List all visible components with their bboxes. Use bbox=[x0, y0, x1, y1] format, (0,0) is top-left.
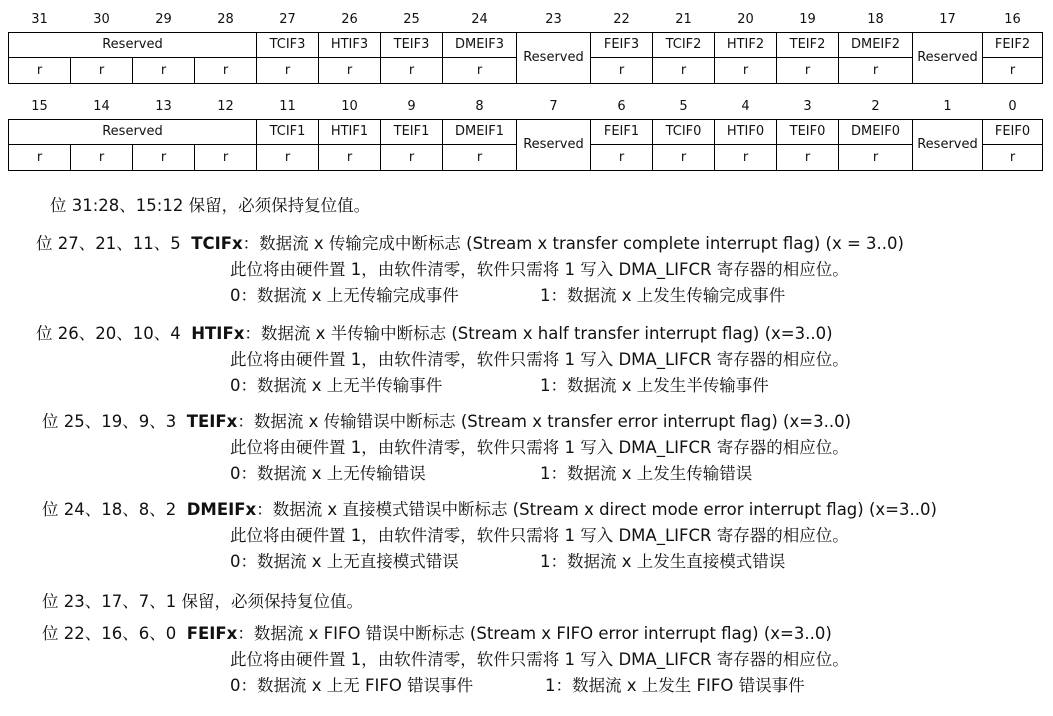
option-0: 0：数据流 x 上无半传输事件 bbox=[230, 376, 443, 395]
access-cell: r bbox=[319, 145, 381, 171]
field-dmeif1: DMEIF1 bbox=[443, 120, 517, 145]
field-title: ：数据流 x 传输完成中断标志 (Stream x transfer complete interrupt flag) (x = 3..0) bbox=[242, 234, 904, 253]
field-dmeif3: DMEIF3 bbox=[443, 33, 517, 58]
reserved-field: Reserved bbox=[9, 120, 257, 145]
access-cell: r bbox=[777, 58, 839, 84]
field-name-row bbox=[9, 120, 1043, 145]
access-cell: r bbox=[715, 58, 777, 84]
access-cell: r bbox=[381, 145, 443, 171]
bit-number: 10 bbox=[341, 99, 358, 114]
bit-number: 4 bbox=[741, 99, 750, 114]
option-1: 1：数据流 x 上发生传输错误 bbox=[540, 464, 753, 483]
access-cell: r bbox=[257, 145, 319, 171]
field-label: TCIFx bbox=[191, 234, 243, 253]
field-htif1: HTIF1 bbox=[319, 120, 381, 145]
bit-number: 24 bbox=[471, 12, 488, 27]
field-tcif3: TCIF3 bbox=[257, 33, 319, 58]
bit-number: 18 bbox=[867, 12, 884, 27]
access-cell: r bbox=[443, 145, 517, 171]
access-cell: r bbox=[591, 145, 653, 171]
field-title: ：数据流 x 传输错误中断标志 (Stream x transfer error interrupt flag) (x=3..0) bbox=[237, 412, 852, 431]
option-0: 0：数据流 x 上无传输完成事件 bbox=[230, 286, 459, 305]
field-label: HTIFx bbox=[191, 324, 245, 343]
field-dmeif0: DMEIF0 bbox=[839, 120, 913, 145]
bit-number: 21 bbox=[675, 12, 692, 27]
access-cell: r bbox=[257, 58, 319, 84]
bit-range: 位 22、16、6、0 bbox=[42, 624, 177, 643]
field-title: ：数据流 x 半传输中断标志 (Stream x half transfer interrupt flag) (x=3..0) bbox=[244, 324, 833, 343]
access-cell: r bbox=[715, 145, 777, 171]
access-cell: r bbox=[9, 145, 71, 171]
reserved-single-description: 位 23、17、7、1 保留，必须保持复位值。 bbox=[42, 592, 363, 611]
field-teif2: TEIF2 bbox=[777, 33, 839, 58]
field-body: 此位将由硬件置 1，由软件清零，软件只需将 1 写入 DMA_LIFCR 寄存器的相应位。 bbox=[230, 260, 849, 279]
bit-number: 22 bbox=[613, 12, 630, 27]
bit-number: 11 bbox=[279, 99, 296, 114]
section-heading bbox=[36, 234, 904, 254]
bit-number: 20 bbox=[737, 12, 754, 27]
option-0: 0：数据流 x 上无传输错误 bbox=[230, 464, 426, 483]
bit-number: 3 bbox=[803, 99, 812, 114]
bit-number: 1 bbox=[943, 99, 952, 114]
access-cell: r bbox=[983, 145, 1043, 171]
access-cell: r bbox=[195, 145, 257, 171]
section-heading bbox=[42, 412, 851, 432]
field-htif0: HTIF0 bbox=[715, 120, 777, 145]
reserved-upper-description: 位 31:28、15:12 保留，必须保持复位值。 bbox=[50, 196, 371, 215]
bit-number: 19 bbox=[799, 12, 816, 27]
field-feif3: FEIF3 bbox=[591, 33, 653, 58]
bit-range: 位 26、20、10、4 bbox=[36, 324, 181, 343]
bit-number: 6 bbox=[617, 99, 626, 114]
access-cell: r bbox=[71, 145, 133, 171]
option-1: 1：数据流 x 上发生 FIFO 错误事件 bbox=[545, 676, 805, 695]
field-teif3: TEIF3 bbox=[381, 33, 443, 58]
access-cell: r bbox=[71, 58, 133, 84]
reserved-field-bit17: Reserved bbox=[913, 33, 983, 84]
bit-range: 位 25、19、9、3 bbox=[42, 412, 177, 431]
access-cell: r bbox=[9, 58, 71, 84]
reserved-field-bit23: Reserved bbox=[517, 33, 591, 84]
field-body: 此位将由硬件置 1，由软件清零，软件只需将 1 写入 DMA_LIFCR 寄存器的相应位。 bbox=[230, 350, 849, 369]
reserved-field-bit1: Reserved bbox=[913, 120, 983, 171]
option-1: 1：数据流 x 上发生传输完成事件 bbox=[540, 286, 786, 305]
access-cell: r bbox=[983, 58, 1043, 84]
bit-range: 位 27、21、11、5 bbox=[36, 234, 181, 253]
bit-number: 27 bbox=[279, 12, 296, 27]
bit-number: 9 bbox=[407, 99, 416, 114]
bit-number: 5 bbox=[679, 99, 688, 114]
bit-number: 16 bbox=[1004, 12, 1021, 27]
bit-number: 8 bbox=[475, 99, 484, 114]
bit-range: 位 24、18、8、2 bbox=[42, 500, 177, 519]
bit-number: 29 bbox=[155, 12, 172, 27]
bit-number: 7 bbox=[549, 99, 558, 114]
field-teif0: TEIF0 bbox=[777, 120, 839, 145]
access-cell: r bbox=[839, 145, 913, 171]
field-tcif1: TCIF1 bbox=[257, 120, 319, 145]
bit-number: 14 bbox=[93, 99, 110, 114]
access-cell: r bbox=[777, 145, 839, 171]
field-teif1: TEIF1 bbox=[381, 120, 443, 145]
bit-number: 2 bbox=[871, 99, 880, 114]
access-cell: r bbox=[133, 58, 195, 84]
access-cell: r bbox=[443, 58, 517, 84]
register-table-low bbox=[8, 95, 1043, 171]
field-feif1: FEIF1 bbox=[591, 120, 653, 145]
reserved-field: Reserved bbox=[9, 33, 257, 58]
bit-number: 17 bbox=[939, 12, 956, 27]
field-body: 此位将由硬件置 1，由软件清零，软件只需将 1 写入 DMA_LIFCR 寄存器的相应位。 bbox=[230, 650, 849, 669]
field-tcif0: TCIF0 bbox=[653, 120, 715, 145]
bit-number-row bbox=[9, 95, 1043, 120]
access-cell: r bbox=[319, 58, 381, 84]
field-feif0: FEIF0 bbox=[983, 120, 1043, 145]
bit-number: 0 bbox=[1008, 99, 1017, 114]
field-title: ：数据流 x 直接模式错误中断标志 (Stream x direct mode error interrupt flag) (x=3..0) bbox=[256, 500, 937, 519]
access-cell: r bbox=[653, 145, 715, 171]
bit-number: 31 bbox=[31, 12, 48, 27]
option-0: 0：数据流 x 上无 FIFO 错误事件 bbox=[230, 676, 474, 695]
bit-number: 13 bbox=[155, 99, 172, 114]
field-body: 此位将由硬件置 1，由软件清零，软件只需将 1 写入 DMA_LIFCR 寄存器的相应位。 bbox=[230, 438, 849, 457]
field-dmeif2: DMEIF2 bbox=[839, 33, 913, 58]
section-heading bbox=[42, 500, 937, 520]
field-label: DMEIFx bbox=[186, 500, 257, 519]
field-body: 此位将由硬件置 1，由软件清零，软件只需将 1 写入 DMA_LIFCR 寄存器的相应位。 bbox=[230, 526, 849, 545]
field-htif2: HTIF2 bbox=[715, 33, 777, 58]
bit-number: 15 bbox=[31, 99, 48, 114]
access-cell: r bbox=[195, 58, 257, 84]
option-0: 0：数据流 x 上无直接模式错误 bbox=[230, 552, 459, 571]
option-1: 1：数据流 x 上发生直接模式错误 bbox=[540, 552, 786, 571]
bit-number: 25 bbox=[403, 12, 420, 27]
bit-number: 30 bbox=[93, 12, 110, 27]
access-cell: r bbox=[839, 58, 913, 84]
field-name-row bbox=[9, 33, 1043, 58]
reserved-field-bit7: Reserved bbox=[517, 120, 591, 171]
register-table-high bbox=[8, 8, 1043, 84]
field-feif2: FEIF2 bbox=[983, 33, 1043, 58]
access-cell: r bbox=[381, 58, 443, 84]
section-heading bbox=[36, 324, 833, 344]
bit-number: 26 bbox=[341, 12, 358, 27]
field-title: ：数据流 x FIFO 错误中断标志 (Stream x FIFO error interrupt flag) (x=3..0) bbox=[237, 624, 832, 643]
bit-number: 12 bbox=[217, 99, 234, 114]
field-tcif2: TCIF2 bbox=[653, 33, 715, 58]
bit-number: 28 bbox=[217, 12, 234, 27]
option-1: 1：数据流 x 上发生半传输事件 bbox=[540, 376, 769, 395]
bit-number: 23 bbox=[545, 12, 562, 27]
access-cell: r bbox=[133, 145, 195, 171]
access-cell: r bbox=[591, 58, 653, 84]
field-label: TEIFx bbox=[186, 412, 238, 431]
access-cell: r bbox=[653, 58, 715, 84]
bit-number-row bbox=[9, 8, 1043, 33]
section-heading bbox=[42, 624, 832, 644]
field-htif3: HTIF3 bbox=[319, 33, 381, 58]
field-label: FEIFx bbox=[186, 624, 238, 643]
